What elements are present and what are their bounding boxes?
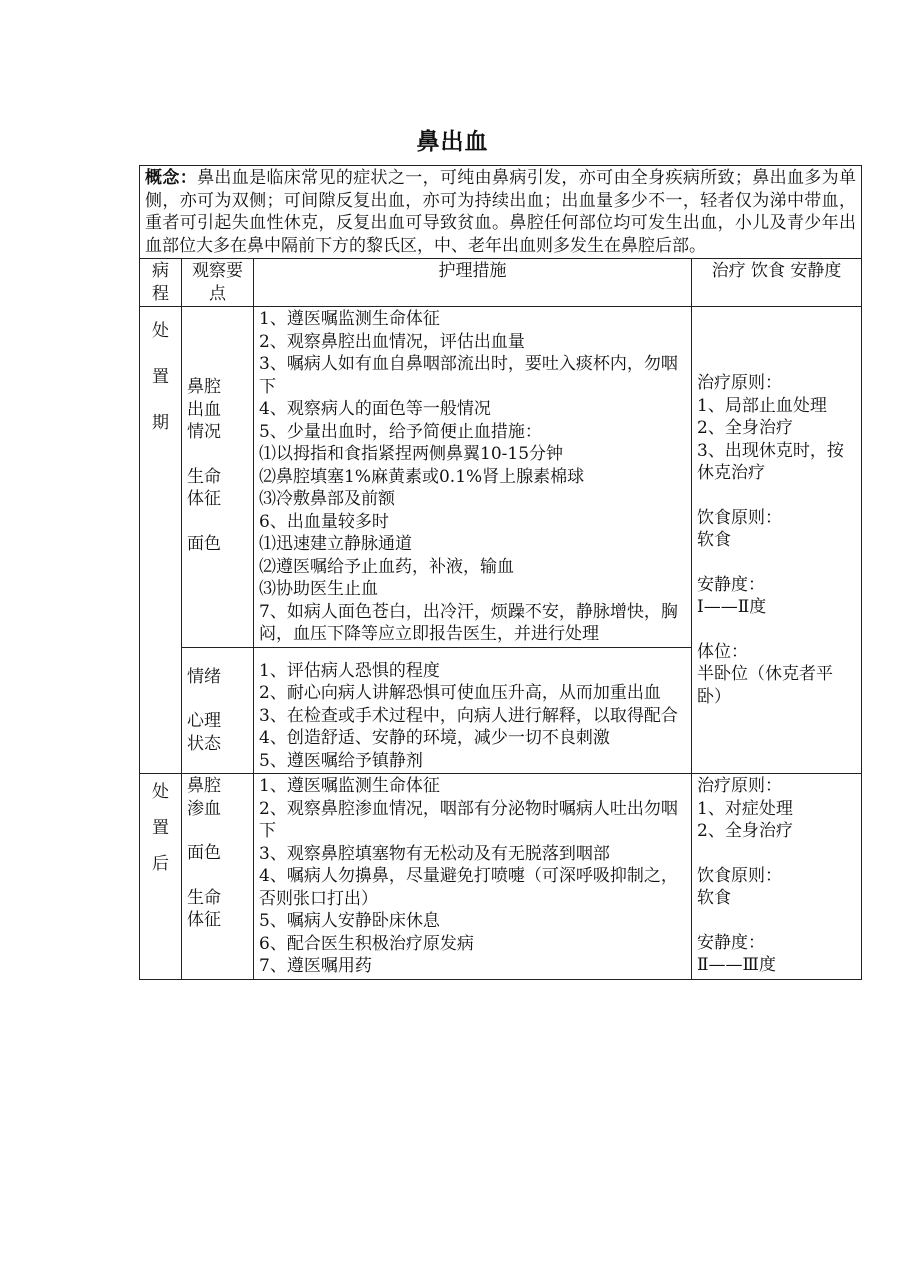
measure-item: 4、嘱病人勿擤鼻，尽量避免打喷嚏（可深呼吸抑制之，否则张口打出） bbox=[259, 866, 678, 909]
measure-item: 3、在检查或手术过程中，向病人进行解释，以取得配合 bbox=[259, 705, 678, 726]
measure-item: 1、遵医嘱监测生命体征 bbox=[259, 776, 440, 796]
concept-row bbox=[140, 166, 862, 259]
observation-line: 心理 bbox=[187, 711, 221, 731]
observation-line: 鼻腔 bbox=[187, 377, 221, 398]
header-row bbox=[140, 259, 862, 307]
observation-line: 出血 bbox=[187, 399, 221, 420]
observation-cell bbox=[182, 647, 254, 774]
treatment-line: 软食 bbox=[697, 530, 731, 550]
nursing-care-table bbox=[139, 165, 862, 980]
treatment-line: 治疗原则： bbox=[697, 776, 782, 796]
table-row bbox=[140, 774, 862, 980]
measure-item: ⑴迅速建立静脉通道 bbox=[259, 534, 412, 554]
measure-item: 3、观察鼻腔填塞物有无松动及有无脱落到咽部 bbox=[259, 843, 610, 864]
observation-line: 生命 bbox=[187, 466, 221, 487]
measure-item: ⑵遵医嘱给予止血药，补液，输血 bbox=[259, 556, 514, 577]
measure-item: ⑴以拇指和食指紧捏两侧鼻翼10-15分钟 bbox=[259, 444, 564, 464]
header-treatment: 治疗 饮食 安静度 bbox=[692, 259, 862, 307]
header-observation: 观察要点 bbox=[182, 259, 254, 307]
measure-item: 4、观察病人的面色等一般情况 bbox=[259, 399, 491, 419]
measure-item: 7、如病人面色苍白，出冷汗，烦躁不安，静脉增快，胸闷，血压下降等应立即报告医生，并进行处理 bbox=[259, 601, 678, 644]
stage-char: 后 bbox=[152, 854, 169, 874]
measure-item: 2、观察鼻腔出血情况，评估出血量 bbox=[259, 331, 525, 352]
observation-cell bbox=[182, 774, 254, 980]
treatment-line: 2、全身治疗 bbox=[697, 418, 793, 438]
measure-item: 5、少量出血时，给予简便止血措施： bbox=[259, 421, 542, 442]
measure-item: 6、配合医生积极治疗原发病 bbox=[259, 933, 474, 954]
stage-char: 处 bbox=[152, 782, 169, 802]
stage-char: 置 bbox=[152, 818, 169, 838]
measure-item: 3、嘱病人如有血自鼻咽部流出时，要吐入痰杯内，勿咽下 bbox=[259, 354, 678, 397]
measure-item: 5、遵医嘱给予镇静剂 bbox=[259, 750, 423, 771]
treatment-line: 治疗原则： bbox=[697, 373, 782, 393]
measure-item: 4、创造舒适、安静的环境，减少一切不良刺激 bbox=[259, 728, 610, 748]
measure-item: 1、评估病人恐惧的程度 bbox=[259, 660, 440, 681]
measure-item: ⑶协助医生止血 bbox=[259, 579, 378, 599]
treatment-line: 3、出现休克时，按休克治疗 bbox=[697, 440, 844, 483]
measures-cell bbox=[254, 307, 692, 648]
observation-line: 情绪 bbox=[187, 666, 221, 687]
measure-item: 6、出血量较多时 bbox=[259, 511, 389, 532]
measure-item: 1、遵医嘱监测生命体征 bbox=[259, 309, 440, 329]
observation-line: 体征 bbox=[187, 910, 221, 930]
observation-line: 状态 bbox=[187, 733, 221, 754]
treatment-line: 安静度： bbox=[697, 574, 765, 595]
stage-cell-during bbox=[140, 307, 182, 774]
treatment-line: 体位： bbox=[697, 641, 748, 662]
stage-char: 处 bbox=[152, 321, 169, 341]
page-title: 鼻出血 bbox=[416, 129, 489, 155]
concept-cell bbox=[140, 166, 862, 259]
treatment-cell-during bbox=[692, 307, 862, 774]
observation-line: 生命 bbox=[187, 887, 221, 908]
treatment-line: 2、全身治疗 bbox=[697, 821, 793, 841]
measure-item: 2、观察鼻腔渗血情况，咽部有分泌物时嘱病人吐出勿咽下 bbox=[259, 798, 678, 841]
observation-line: 渗血 bbox=[187, 798, 221, 819]
observation-cell bbox=[182, 307, 254, 648]
concept-label: 概念： bbox=[145, 168, 198, 188]
stage-char: 期 bbox=[152, 413, 169, 433]
measures-cell bbox=[254, 774, 692, 980]
measure-item: 7、遵医嘱用药 bbox=[259, 956, 372, 976]
observation-line: 面色 bbox=[187, 843, 221, 863]
stage-char: 置 bbox=[152, 367, 169, 387]
observation-line: 体征 bbox=[187, 489, 221, 510]
treatment-line: 安静度： bbox=[697, 932, 765, 953]
treatment-line: 1、局部止血处理 bbox=[697, 395, 827, 416]
treatment-line: 饮食原则： bbox=[697, 507, 782, 528]
measure-item: 5、嘱病人安静卧床休息 bbox=[259, 911, 440, 931]
header-stage: 病程 bbox=[140, 259, 182, 307]
treatment-cell-after bbox=[692, 774, 862, 980]
treatment-line: 半卧位（休克者平卧） bbox=[697, 664, 833, 707]
concept-text: 鼻出血是临床常见的症状之一，可纯由鼻病引发，亦可由全身疾病所致；鼻出血多为单侧，亦可为双侧；可间隙反复出血，亦可为持续出血；出血量多少不一，轻者仅为涕中带血，重者可引起失血性休克，反复出血可导致贫血。鼻腔任何部位均可发生出血，小儿及青少年出血部位大多在鼻中隔前下方的黎氏区，中、老年出血则多发生在鼻腔后部。 bbox=[145, 168, 857, 256]
header-measures: 护理措施 bbox=[254, 259, 692, 307]
treatment-line: 1、对症处理 bbox=[697, 798, 793, 819]
treatment-line: 软食 bbox=[697, 888, 731, 908]
observation-line: 鼻腔 bbox=[187, 776, 221, 796]
measures-cell bbox=[254, 647, 692, 774]
treatment-line: Ⅰ——Ⅱ度 bbox=[697, 597, 767, 617]
treatment-line: 饮食原则： bbox=[697, 865, 782, 886]
treatment-line: Ⅱ——Ⅲ度 bbox=[697, 955, 776, 975]
measure-item: ⑵鼻腔填塞1%麻黄素或0.1%肾上腺素棉球 bbox=[259, 466, 585, 487]
stage-cell-after bbox=[140, 774, 182, 980]
measure-item: 2、耐心向病人讲解恐惧可使血压升高，从而加重出血 bbox=[259, 683, 661, 703]
table-row bbox=[140, 307, 862, 648]
observation-line: 面色 bbox=[187, 533, 221, 554]
observation-line: 情况 bbox=[187, 422, 221, 443]
measure-item: ⑶冷敷鼻部及前额 bbox=[259, 489, 395, 509]
